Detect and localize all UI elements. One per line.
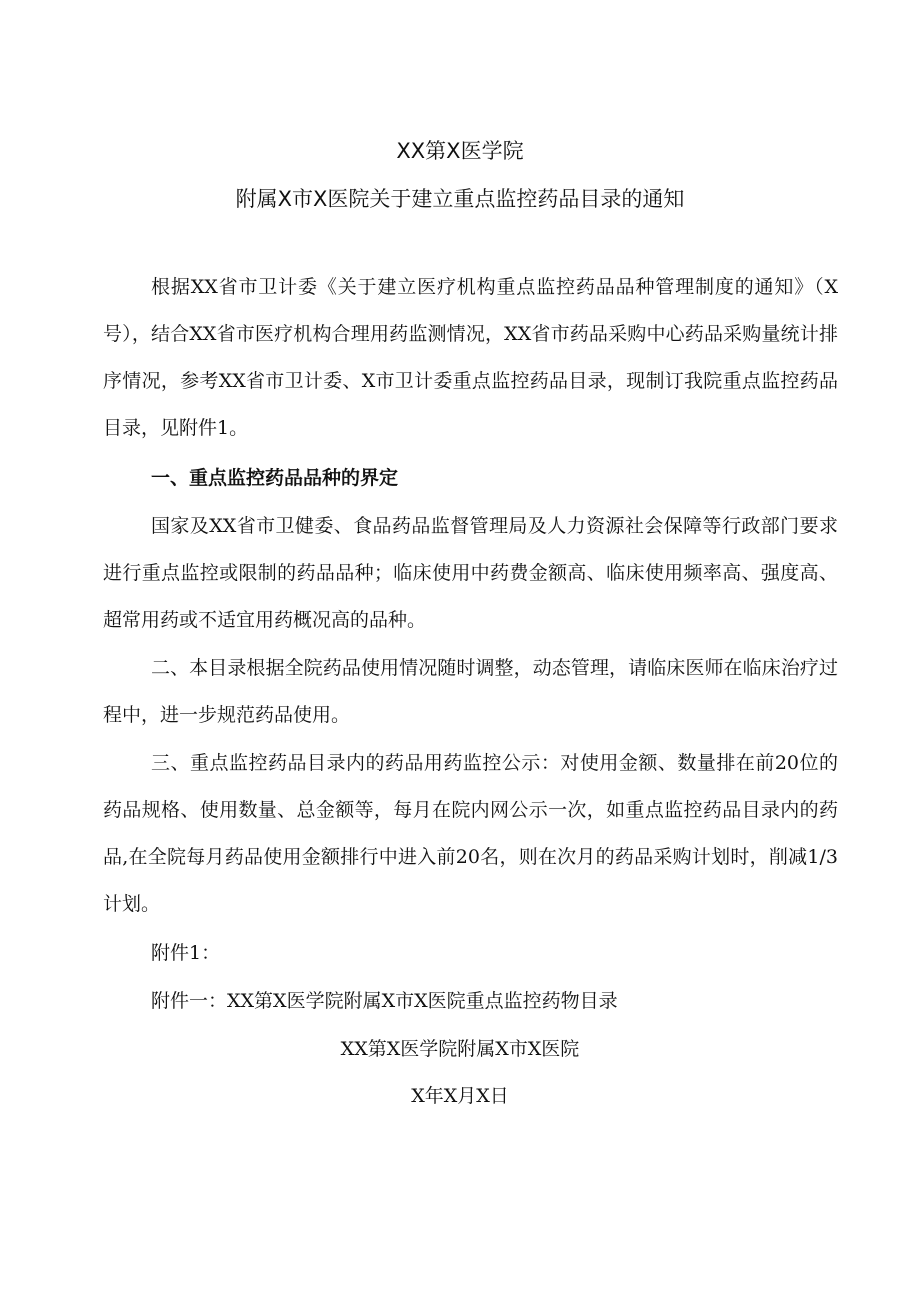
signature-date: X年X月X日 bbox=[411, 1085, 509, 1107]
document-title-line1: XX第X医学院 bbox=[396, 139, 524, 163]
signature-organization: XX第X医学院附属X市X医院 bbox=[340, 1038, 580, 1060]
document-title-line2: 附属X市X医院关于建立重点监控药品目录的通知 bbox=[235, 187, 685, 211]
attachment-label: 附件1： bbox=[151, 942, 221, 964]
section1-paragraph: 国家及XX省市卫健委、食品药品监督管理局及人力资源社会保障等行政部门要求进行重点监控或限制的药品品种；临床使用中药费金额高、临床使用频率高、强度高、超常用药或不适宜用药概况高的品种。 bbox=[103, 515, 838, 631]
intro-paragraph: 根据XX省市卫计委《关于建立医疗机构重点监控药品品种管理制度的通知》（X号），结合XX省市医疗机构合理用药监测情况，XX省市药品采购中心药品采购量统计排序情况，参考XX省市卫计委、X市卫计委重点监控药品目录，现制订我院重点监控药品目录，见附件1。 bbox=[103, 276, 838, 439]
section3-paragraph: 三、重点监控药品目录内的药品用药监控公示：对使用金额、数量排在前20位的药品规格、使用数量、总金额等，每月在院内网公示一次，如重点监控药品目录内的药品,在全院每月药品使用金额排行中进入前20名，则在次月的药品采购计划时，削减1/3计划。 bbox=[103, 752, 838, 915]
section2-paragraph: 二、本目录根据全院药品使用情况随时调整，动态管理，请临床医师在临床治疗过程中，进一步规范药品使用。 bbox=[103, 657, 838, 726]
attachment-item: 附件一：XX第X医学院附属X市X医院重点监控药物目录 bbox=[151, 990, 618, 1012]
section1-heading: 一、重点监控药品品种的界定 bbox=[151, 467, 399, 489]
